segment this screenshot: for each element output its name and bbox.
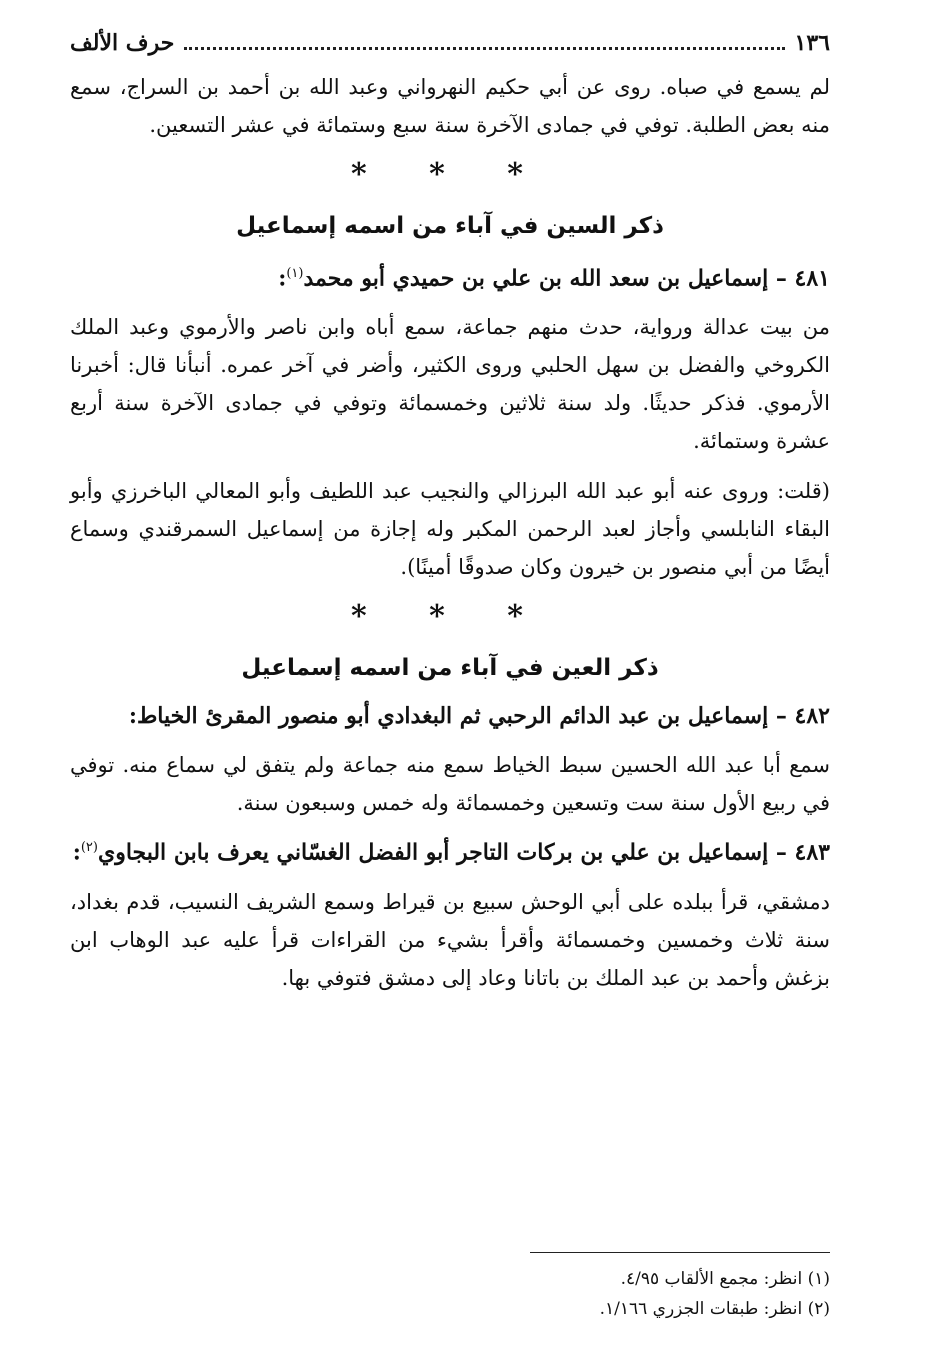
footnote-item: (١) انظر: مجمع الألقاب ٤/٩٥. (620, 1269, 830, 1289)
footnote-ref[interactable]: (٢) (80, 840, 98, 856)
entry-heading (70, 254, 830, 298)
running-title: حرف الألف (70, 30, 175, 56)
section-separator: * * * (351, 157, 549, 192)
section-title: ذكر السين في آباء من اسمه إسماعيل (236, 213, 664, 239)
book-page (70, 30, 830, 1340)
entry-paragraph: من بيت عدالة ورواية، حدث منهم جماعة، سمع أباه وابن ناصر والأرموي وعبد الملك الكروخي والفضل بن سهل الحلبي وروى الكثير، وأضر في آخر عمره. أنبأنا قال: أخبرنا الأرموي. فذكر حديثًا. ولد سنة ثلاثين وخمسمائة وتوفي في جمادى الآخرة سنة أربع عشرة وستمائة. (70, 315, 830, 454)
intro-paragraph: لم يسمع في صباه. روى عن أبي حكيم النهرواني وعبد الله بن أحمد بن السراج، سمع منه بعض الطلبة. توفي في جمادى الآخرة سنة سبع وستمائة في عشر التسعين. (70, 75, 830, 137)
entry-heading-colon: : (278, 265, 287, 292)
paragraph-gap (70, 460, 830, 472)
entry-heading-text: ٤٨١ – إسماعيل بن سعد الله بن علي بن حميدي أبو محمد (303, 265, 830, 292)
entry-heading-text: ٤٨٣ – إسماعيل بن علي بن بركات التاجر أبو الفضل الغسّاني يعرف بابن البجاوي (97, 839, 830, 866)
footnote-ref[interactable]: (١) (286, 266, 304, 281)
entry-paragraph: دمشقي، قرأ ببلده على أبي الوحش سبيع بن قيراط وسمع الشريف النسيب، قدم بغداد، سنة ثلاث وخمسين وخمسمائة وأقرأ بشيء من القراءات قرأ عليه عبد الوهاب ابن بزغش وأحمد بن عبد الملك بن باتانا وعاد إلى دمشق فتوفي بها. (70, 889, 830, 990)
entry-heading (70, 828, 830, 872)
entry-heading-text: ٤٨٢ – إسماعيل بن عبد الدائم الرحبي ثم البغدادي أبو منصور المقرئ الخياط (136, 703, 830, 730)
entry-paragraph: سمع أبا عبد الله الحسين سبط الخياط سمع منه جماعة ولم يتفق لي سماع منه. توفي في ربيع الأول سنة ست وتسعين وخمسمائة وله خمس وسبعون سنة. (70, 753, 830, 816)
entry-paragraph: (قلت: وروى عنه أبو عبد الله البرزالي والنجيب عبد اللطيف وأبو المعالي الباخرزي وأبو البقاء النابلسي وأجاز لعبد الرحمن المكبر وله إجازة من إسماعيل السمرقندي وسماع أيضًا من أبي منصور بن خيرون وكان صدوقًا أمينًا). (70, 479, 830, 580)
header-dotted-leader (184, 47, 784, 50)
footnote-item: (٢) انظر: طبقات الجزري ١/١٦٦. (599, 1299, 830, 1319)
page-number: ١٣٦ (794, 30, 830, 56)
section-title: ذكر العين في آباء من اسمه إسماعيل (241, 655, 659, 682)
page-header (70, 30, 830, 68)
entry-heading-colon: : (128, 703, 137, 730)
footnote-divider (530, 1252, 830, 1253)
footnotes (70, 1264, 830, 1324)
entry-heading (70, 696, 830, 736)
section-separator: * * * (351, 599, 549, 635)
entry-heading-colon: : (72, 839, 81, 866)
